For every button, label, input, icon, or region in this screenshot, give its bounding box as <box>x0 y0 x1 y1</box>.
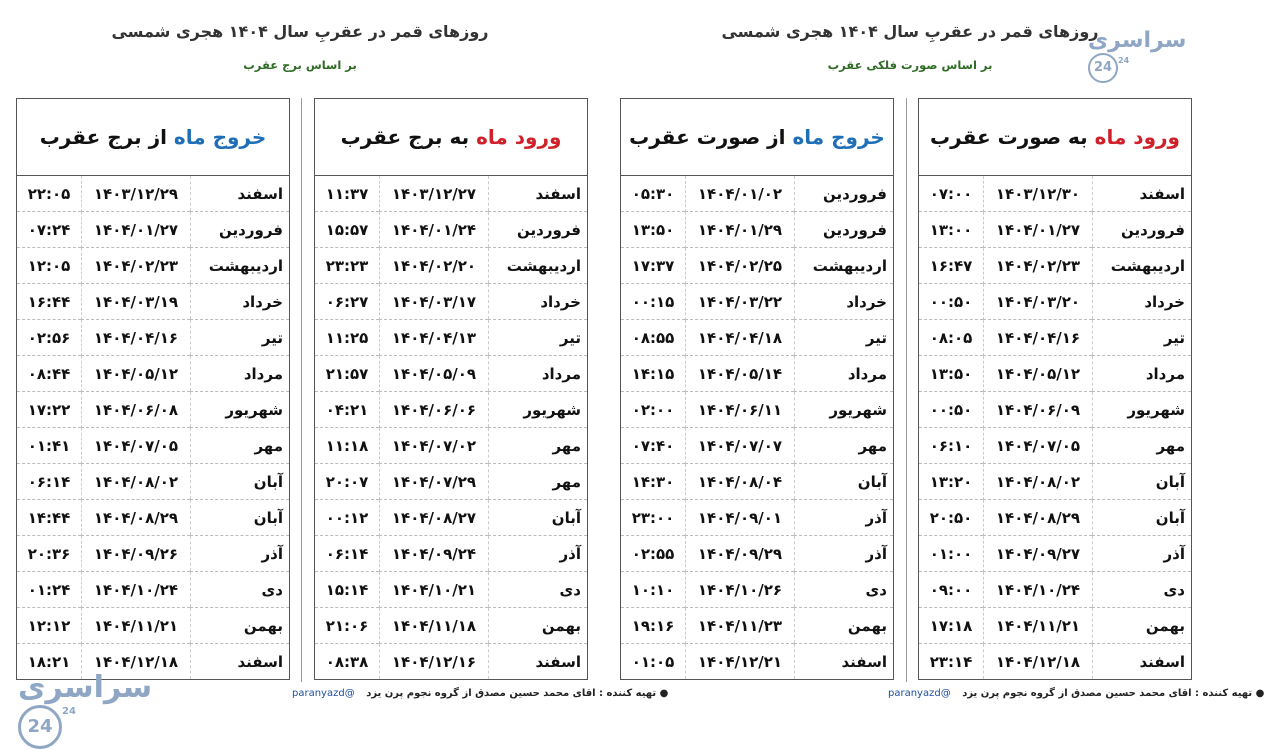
time-cell: ۲۲:۰۵ <box>17 176 82 212</box>
table-row <box>17 608 290 644</box>
time-cell: ۱۲:۰۵ <box>17 248 82 284</box>
table-row <box>17 392 290 428</box>
table-row <box>315 536 588 572</box>
table-row <box>621 248 894 284</box>
date-cell: ۱۴۰۴/۰۱/۲۹ <box>686 212 795 248</box>
month-cell: بهمن <box>191 608 290 644</box>
logo-badge: 24 <box>1088 53 1118 83</box>
table-row <box>621 356 894 392</box>
month-cell: مرداد <box>1093 356 1192 392</box>
date-cell: ۱۴۰۴/۰۶/۱۱ <box>686 392 795 428</box>
time-cell: ۱۶:۴۷ <box>919 248 984 284</box>
month-cell: تیر <box>795 320 894 356</box>
time-cell: ۰۸:۳۸ <box>325 652 369 671</box>
table-row <box>315 356 588 392</box>
time-cell: ۱۳:۵۰ <box>621 212 686 248</box>
table-row <box>17 572 290 608</box>
month-cell: مهر <box>795 428 894 464</box>
month-cell: تیر <box>1093 320 1192 356</box>
date-cell: ۱۴۰۴/۰۲/۲۵ <box>686 248 795 284</box>
divider <box>906 98 907 682</box>
date-cell: ۱۴۰۴/۰۳/۱۹ <box>82 284 191 320</box>
table-header <box>315 99 588 176</box>
month-cell: فروردین <box>489 212 588 248</box>
time-cell: ۰۲:۰۰ <box>621 392 686 428</box>
table-row <box>919 320 1192 356</box>
month-cell: شهریور <box>191 392 290 428</box>
header-prefix: ورود ماه <box>476 125 562 149</box>
month-cell: اسفند <box>191 176 290 212</box>
table-entry-sign <box>314 98 588 680</box>
table-row <box>315 320 588 356</box>
month-cell: آذر <box>795 500 894 536</box>
page-subtitle: بر اساس برج عقرب <box>243 58 357 72</box>
date-cell: ۱۴۰۴/۱۲/۱۸ <box>984 644 1093 680</box>
month-cell: اردیبهشت <box>191 248 290 284</box>
table-row <box>315 176 588 212</box>
logo-subnumber: 24 <box>62 706 76 717</box>
month-cell: تیر <box>191 320 290 356</box>
date-cell: ۱۴۰۴/۰۹/۲۷ <box>984 536 1093 572</box>
month-cell: مهر <box>191 428 290 464</box>
date-cell: ۱۴۰۴/۰۴/۱۶ <box>984 320 1093 356</box>
date-cell: ۱۴۰۴/۱۲/۱۶ <box>380 644 489 680</box>
table-entry-constellation <box>918 98 1192 680</box>
table-row <box>919 212 1192 248</box>
time-cell: ۰۱:۰۰ <box>919 536 984 572</box>
date-cell: ۱۴۰۴/۱۱/۲۳ <box>686 608 795 644</box>
header-prefix: خروج ماه <box>173 125 267 149</box>
date-cell: ۱۴۰۴/۰۱/۰۲ <box>686 176 795 212</box>
month-cell: فروردین <box>795 212 894 248</box>
table-row <box>315 572 588 608</box>
month-cell: فروردین <box>795 176 894 212</box>
month-cell: مهر <box>489 428 588 464</box>
table-exit-constellation <box>620 98 894 680</box>
date-cell: ۱۴۰۴/۰۶/۰۶ <box>380 392 489 428</box>
month-cell: آذر <box>1093 536 1192 572</box>
month-cell: بهمن <box>489 608 588 644</box>
date-cell: ۱۴۰۴/۰۳/۲۰ <box>984 284 1093 320</box>
month-cell: آبان <box>795 464 894 500</box>
date-cell: ۱۴۰۴/۰۲/۲۰ <box>380 248 489 284</box>
time-cell: ۲۰:۵۰ <box>919 500 984 536</box>
month-cell: دی <box>489 572 588 608</box>
table-row <box>17 356 290 392</box>
time-cell: ۱۱:۲۵ <box>315 320 380 356</box>
time-cell: ۱۴:۳۰ <box>621 464 686 500</box>
date-cell: ۱۴۰۴/۰۵/۱۲ <box>984 356 1093 392</box>
date-cell: ۱۴۰۴/۰۴/۱۳ <box>380 320 489 356</box>
date-cell: ۱۴۰۳/۱۲/۳۰ <box>984 176 1093 212</box>
month-cell: آبان <box>191 464 290 500</box>
month-cell: مرداد <box>795 356 894 392</box>
time-cell: ۰۰:۵۰ <box>919 284 984 320</box>
date-cell: ۱۴۰۴/۰۱/۲۷ <box>82 212 191 248</box>
time-cell: ۰۹:۰۰ <box>919 572 984 608</box>
date-cell: ۱۴۰۴/۰۸/۲۷ <box>380 500 489 536</box>
date-cell: ۱۴۰۴/۱۲/۲۱ <box>686 644 795 680</box>
table-exit-sign <box>16 98 290 680</box>
table-row <box>919 176 1192 212</box>
month-cell: خرداد <box>795 284 894 320</box>
bullet-icon: ● <box>1255 688 1264 699</box>
table-row <box>621 212 894 248</box>
date-cell: ۱۴۰۴/۱۰/۲۴ <box>984 572 1093 608</box>
month-cell: آبان <box>1093 464 1192 500</box>
month-cell: اردیبهشت <box>489 248 588 284</box>
date-cell: ۱۴۰۴/۱۰/۲۴ <box>82 572 191 608</box>
table-row <box>315 284 588 320</box>
month-cell: مرداد <box>489 356 588 392</box>
date-cell: ۱۴۰۴/۰۳/۱۷ <box>380 284 489 320</box>
time-cell: ۱۳:۰۰ <box>919 212 984 248</box>
month-cell: دی <box>795 572 894 608</box>
time-cell: ۲۳:۰۰ <box>621 500 686 536</box>
date-cell: ۱۴۰۴/۱۱/۲۱ <box>984 608 1093 644</box>
month-cell: مرداد <box>191 356 290 392</box>
month-cell: اسفند <box>1093 176 1192 212</box>
time-cell: ۰۶:۲۷ <box>315 284 380 320</box>
table-row <box>17 464 290 500</box>
table-header <box>919 99 1192 176</box>
watermark-logo <box>18 670 183 737</box>
time-cell: ۱۹:۱۶ <box>621 608 686 644</box>
month-cell: دی <box>191 572 290 608</box>
page-subtitle: بر اساس صورت فلکی عقرب <box>827 58 993 72</box>
date-cell: ۱۴۰۴/۱۲/۱۸ <box>82 644 191 680</box>
date-cell: ۱۴۰۳/۱۲/۲۷ <box>380 176 489 212</box>
table-row <box>621 392 894 428</box>
table-row <box>315 248 588 284</box>
date-cell: ۱۴۰۴/۰۷/۲۹ <box>380 464 489 500</box>
time-cell: ۰۴:۲۱ <box>315 392 380 428</box>
table-row <box>315 608 588 644</box>
month-cell: شهریور <box>1093 392 1192 428</box>
month-cell: خرداد <box>489 284 588 320</box>
table-row <box>621 176 894 212</box>
month-cell: مهر <box>489 464 588 500</box>
bullet-icon: ● <box>659 688 669 699</box>
time-cell: ۲۰:۰۷ <box>315 464 380 500</box>
date-cell: ۱۴۰۴/۰۲/۲۳ <box>984 248 1093 284</box>
header-logo <box>1088 28 1208 75</box>
time-cell: ۱۶:۴۴ <box>17 284 82 320</box>
time-cell: ۰۰:۵۰ <box>919 392 984 428</box>
time-cell: ۰۱:۰۵ <box>631 652 675 671</box>
table-row <box>621 428 894 464</box>
time-cell: ۱۵:۱۴ <box>315 572 380 608</box>
time-cell: ۰۶:۱۴ <box>315 536 380 572</box>
table-row <box>919 284 1192 320</box>
table-row <box>315 644 588 680</box>
month-cell: تیر <box>489 320 588 356</box>
date-cell: ۱۴۰۴/۰۸/۲۹ <box>984 500 1093 536</box>
date-cell: ۱۴۰۴/۰۹/۰۱ <box>686 500 795 536</box>
time-cell: ۲۰:۳۶ <box>17 536 82 572</box>
time-cell: ۰۲:۵۶ <box>17 320 82 356</box>
month-cell: شهریور <box>795 392 894 428</box>
date-cell: ۱۴۰۴/۰۸/۰۲ <box>82 464 191 500</box>
date-cell: ۱۴۰۴/۰۴/۱۸ <box>686 320 795 356</box>
table-row <box>315 500 588 536</box>
right-panel <box>610 0 1264 733</box>
table-row <box>17 428 290 464</box>
date-cell: ۱۴۰۴/۱۱/۲۱ <box>82 608 191 644</box>
table-row <box>919 500 1192 536</box>
date-cell: ۱۴۰۴/۰۱/۲۷ <box>984 212 1093 248</box>
logo-text: سراسری <box>18 670 153 705</box>
month-cell: اسفند <box>1139 652 1185 671</box>
table-row <box>621 536 894 572</box>
time-cell: ۲۱:۵۷ <box>315 356 380 392</box>
time-cell: ۱۰:۱۰ <box>621 572 686 608</box>
date-cell: ۱۴۰۴/۱۰/۲۶ <box>686 572 795 608</box>
header-suffix: از صورت عقرب <box>629 125 786 149</box>
table-row <box>621 464 894 500</box>
month-cell: اسفند <box>535 652 581 671</box>
table-row <box>17 248 290 284</box>
time-cell: ۰۵:۳۰ <box>621 176 686 212</box>
time-cell: ۰۸:۴۴ <box>17 356 82 392</box>
header-suffix: از برج عقرب <box>39 125 167 149</box>
month-cell: دی <box>1093 572 1192 608</box>
time-cell: ۰۶:۱۰ <box>919 428 984 464</box>
time-cell: ۰۰:۱۵ <box>621 284 686 320</box>
header-suffix: به صورت عقرب <box>930 125 1088 149</box>
table-row <box>17 500 290 536</box>
time-cell: ۱۷:۱۸ <box>919 608 984 644</box>
date-cell: ۱۴۰۴/۰۷/۰۵ <box>82 428 191 464</box>
time-cell: ۱۱:۳۷ <box>315 176 380 212</box>
table-row <box>621 644 894 680</box>
header-prefix: خروج ماه <box>792 125 885 149</box>
time-cell: ۰۰:۱۲ <box>315 500 380 536</box>
month-cell: آبان <box>489 500 588 536</box>
date-cell: ۱۴۰۳/۱۲/۲۹ <box>82 176 191 212</box>
month-cell: اسفند <box>237 652 283 671</box>
time-cell: ۲۳:۲۳ <box>315 248 380 284</box>
time-cell: ۱۷:۲۲ <box>17 392 82 428</box>
time-cell: ۰۱:۲۴ <box>17 572 82 608</box>
table-row <box>919 644 1192 680</box>
month-cell: فروردین <box>191 212 290 248</box>
month-cell: خرداد <box>1093 284 1192 320</box>
date-cell: ۱۴۰۴/۰۸/۲۹ <box>82 500 191 536</box>
month-cell: آبان <box>1093 500 1192 536</box>
divider <box>301 98 302 682</box>
table-row <box>621 320 894 356</box>
date-cell: ۱۴۰۴/۱۰/۲۱ <box>380 572 489 608</box>
month-cell: اردیبهشت <box>795 248 894 284</box>
time-cell: ۰۸:۵۵ <box>621 320 686 356</box>
month-cell: اسفند <box>841 652 887 671</box>
table-row <box>17 536 290 572</box>
time-cell: ۱۳:۵۰ <box>919 356 984 392</box>
month-cell: بهمن <box>795 608 894 644</box>
time-cell: ۱۳:۲۰ <box>919 464 984 500</box>
date-cell: ۱۴۰۴/۰۷/۰۵ <box>984 428 1093 464</box>
page-title: روزهای قمر در عقربِ سال ۱۴۰۴ هجری شمسی <box>111 22 489 41</box>
table-row <box>17 212 290 248</box>
time-cell: ۱۱:۱۸ <box>315 428 380 464</box>
table-header <box>17 99 290 176</box>
date-cell: ۱۴۰۴/۱۱/۱۸ <box>380 608 489 644</box>
time-cell: ۲۱:۰۶ <box>315 608 380 644</box>
logo-subnumber: 24 <box>1118 56 1130 65</box>
time-cell: ۲۳:۱۴ <box>929 652 973 671</box>
month-cell: بهمن <box>1093 608 1192 644</box>
credit-text: تهیه کننده : اقای محمد حسین مصدق از گروه نجوم پرن یزد <box>366 688 657 699</box>
table-row <box>315 428 588 464</box>
date-cell: ۱۴۰۴/۰۷/۰۷ <box>686 428 795 464</box>
logo-text: سراسری <box>1088 28 1187 53</box>
date-cell: ۱۴۰۴/۰۹/۲۶ <box>82 536 191 572</box>
date-cell: ۱۴۰۴/۰۹/۲۴ <box>380 536 489 572</box>
time-cell: ۰۱:۴۱ <box>17 428 82 464</box>
month-cell: اسفند <box>489 176 588 212</box>
month-cell: آذر <box>191 536 290 572</box>
time-cell: ۱۴:۱۵ <box>621 356 686 392</box>
header-suffix: به برج عقرب <box>340 125 470 149</box>
table-row <box>315 392 588 428</box>
date-cell: ۱۴۰۴/۰۹/۲۹ <box>686 536 795 572</box>
table-row <box>919 464 1192 500</box>
table-row <box>919 428 1192 464</box>
month-cell: خرداد <box>191 284 290 320</box>
date-cell: ۱۴۰۴/۰۲/۲۳ <box>82 248 191 284</box>
table-row <box>315 212 588 248</box>
date-cell: ۱۴۰۴/۰۴/۱۶ <box>82 320 191 356</box>
date-cell: ۱۴۰۴/۰۶/۰۸ <box>82 392 191 428</box>
time-cell: ۱۵:۵۷ <box>315 212 380 248</box>
date-cell: ۱۴۰۴/۰۳/۲۲ <box>686 284 795 320</box>
credit-line <box>888 688 1264 699</box>
table-row <box>919 356 1192 392</box>
time-cell: ۱۲:۱۲ <box>17 608 82 644</box>
table-row <box>17 176 290 212</box>
date-cell: ۱۴۰۴/۰۸/۰۴ <box>686 464 795 500</box>
time-cell: ۰۷:۴۰ <box>621 428 686 464</box>
table-header <box>621 99 894 176</box>
date-cell: ۱۴۰۴/۰۵/۰۹ <box>380 356 489 392</box>
month-cell: مهر <box>1093 428 1192 464</box>
month-cell: اردیبهشت <box>1093 248 1192 284</box>
month-cell: شهریور <box>489 392 588 428</box>
social-handle: @paranyazd <box>888 688 951 699</box>
month-cell: آذر <box>795 536 894 572</box>
time-cell: ۱۷:۳۷ <box>621 248 686 284</box>
table-row <box>17 284 290 320</box>
date-cell: ۱۴۰۴/۰۶/۰۹ <box>984 392 1093 428</box>
credit-text: تهیه کننده : اقای محمد حسین مصدق از گروه نجوم پرن یزد <box>962 688 1253 699</box>
date-cell: ۱۴۰۴/۰۸/۰۲ <box>984 464 1093 500</box>
time-cell: ۱۸:۲۱ <box>27 652 71 671</box>
table-row <box>315 464 588 500</box>
table-row <box>621 572 894 608</box>
time-cell: ۰۸:۰۵ <box>919 320 984 356</box>
date-cell: ۱۴۰۴/۰۵/۱۴ <box>686 356 795 392</box>
logo-badge: 24 <box>18 705 62 749</box>
time-cell: ۰۲:۵۵ <box>621 536 686 572</box>
table-row <box>919 536 1192 572</box>
time-cell: ۰۶:۱۴ <box>17 464 82 500</box>
month-cell: آبان <box>191 500 290 536</box>
table-row <box>919 248 1192 284</box>
date-cell: ۱۴۰۴/۰۵/۱۲ <box>82 356 191 392</box>
time-cell: ۰۷:۲۴ <box>17 212 82 248</box>
table-row <box>919 608 1192 644</box>
time-cell: ۱۴:۴۴ <box>17 500 82 536</box>
header-prefix: ورود ماه <box>1094 125 1180 149</box>
page-title: روزهای قمر در عقربِ سال ۱۴۰۴ هجری شمسی <box>721 22 1099 41</box>
social-handle: @paranyazd <box>292 688 355 699</box>
table-row <box>919 572 1192 608</box>
table-row <box>621 500 894 536</box>
date-cell: ۱۴۰۴/۰۱/۲۴ <box>380 212 489 248</box>
date-cell: ۱۴۰۴/۰۷/۰۲ <box>380 428 489 464</box>
month-cell: فروردین <box>1093 212 1192 248</box>
month-cell: آذر <box>489 536 588 572</box>
table-row <box>919 392 1192 428</box>
time-cell: ۰۷:۰۰ <box>919 176 984 212</box>
table-row <box>17 320 290 356</box>
table-row <box>621 284 894 320</box>
table-row <box>621 608 894 644</box>
